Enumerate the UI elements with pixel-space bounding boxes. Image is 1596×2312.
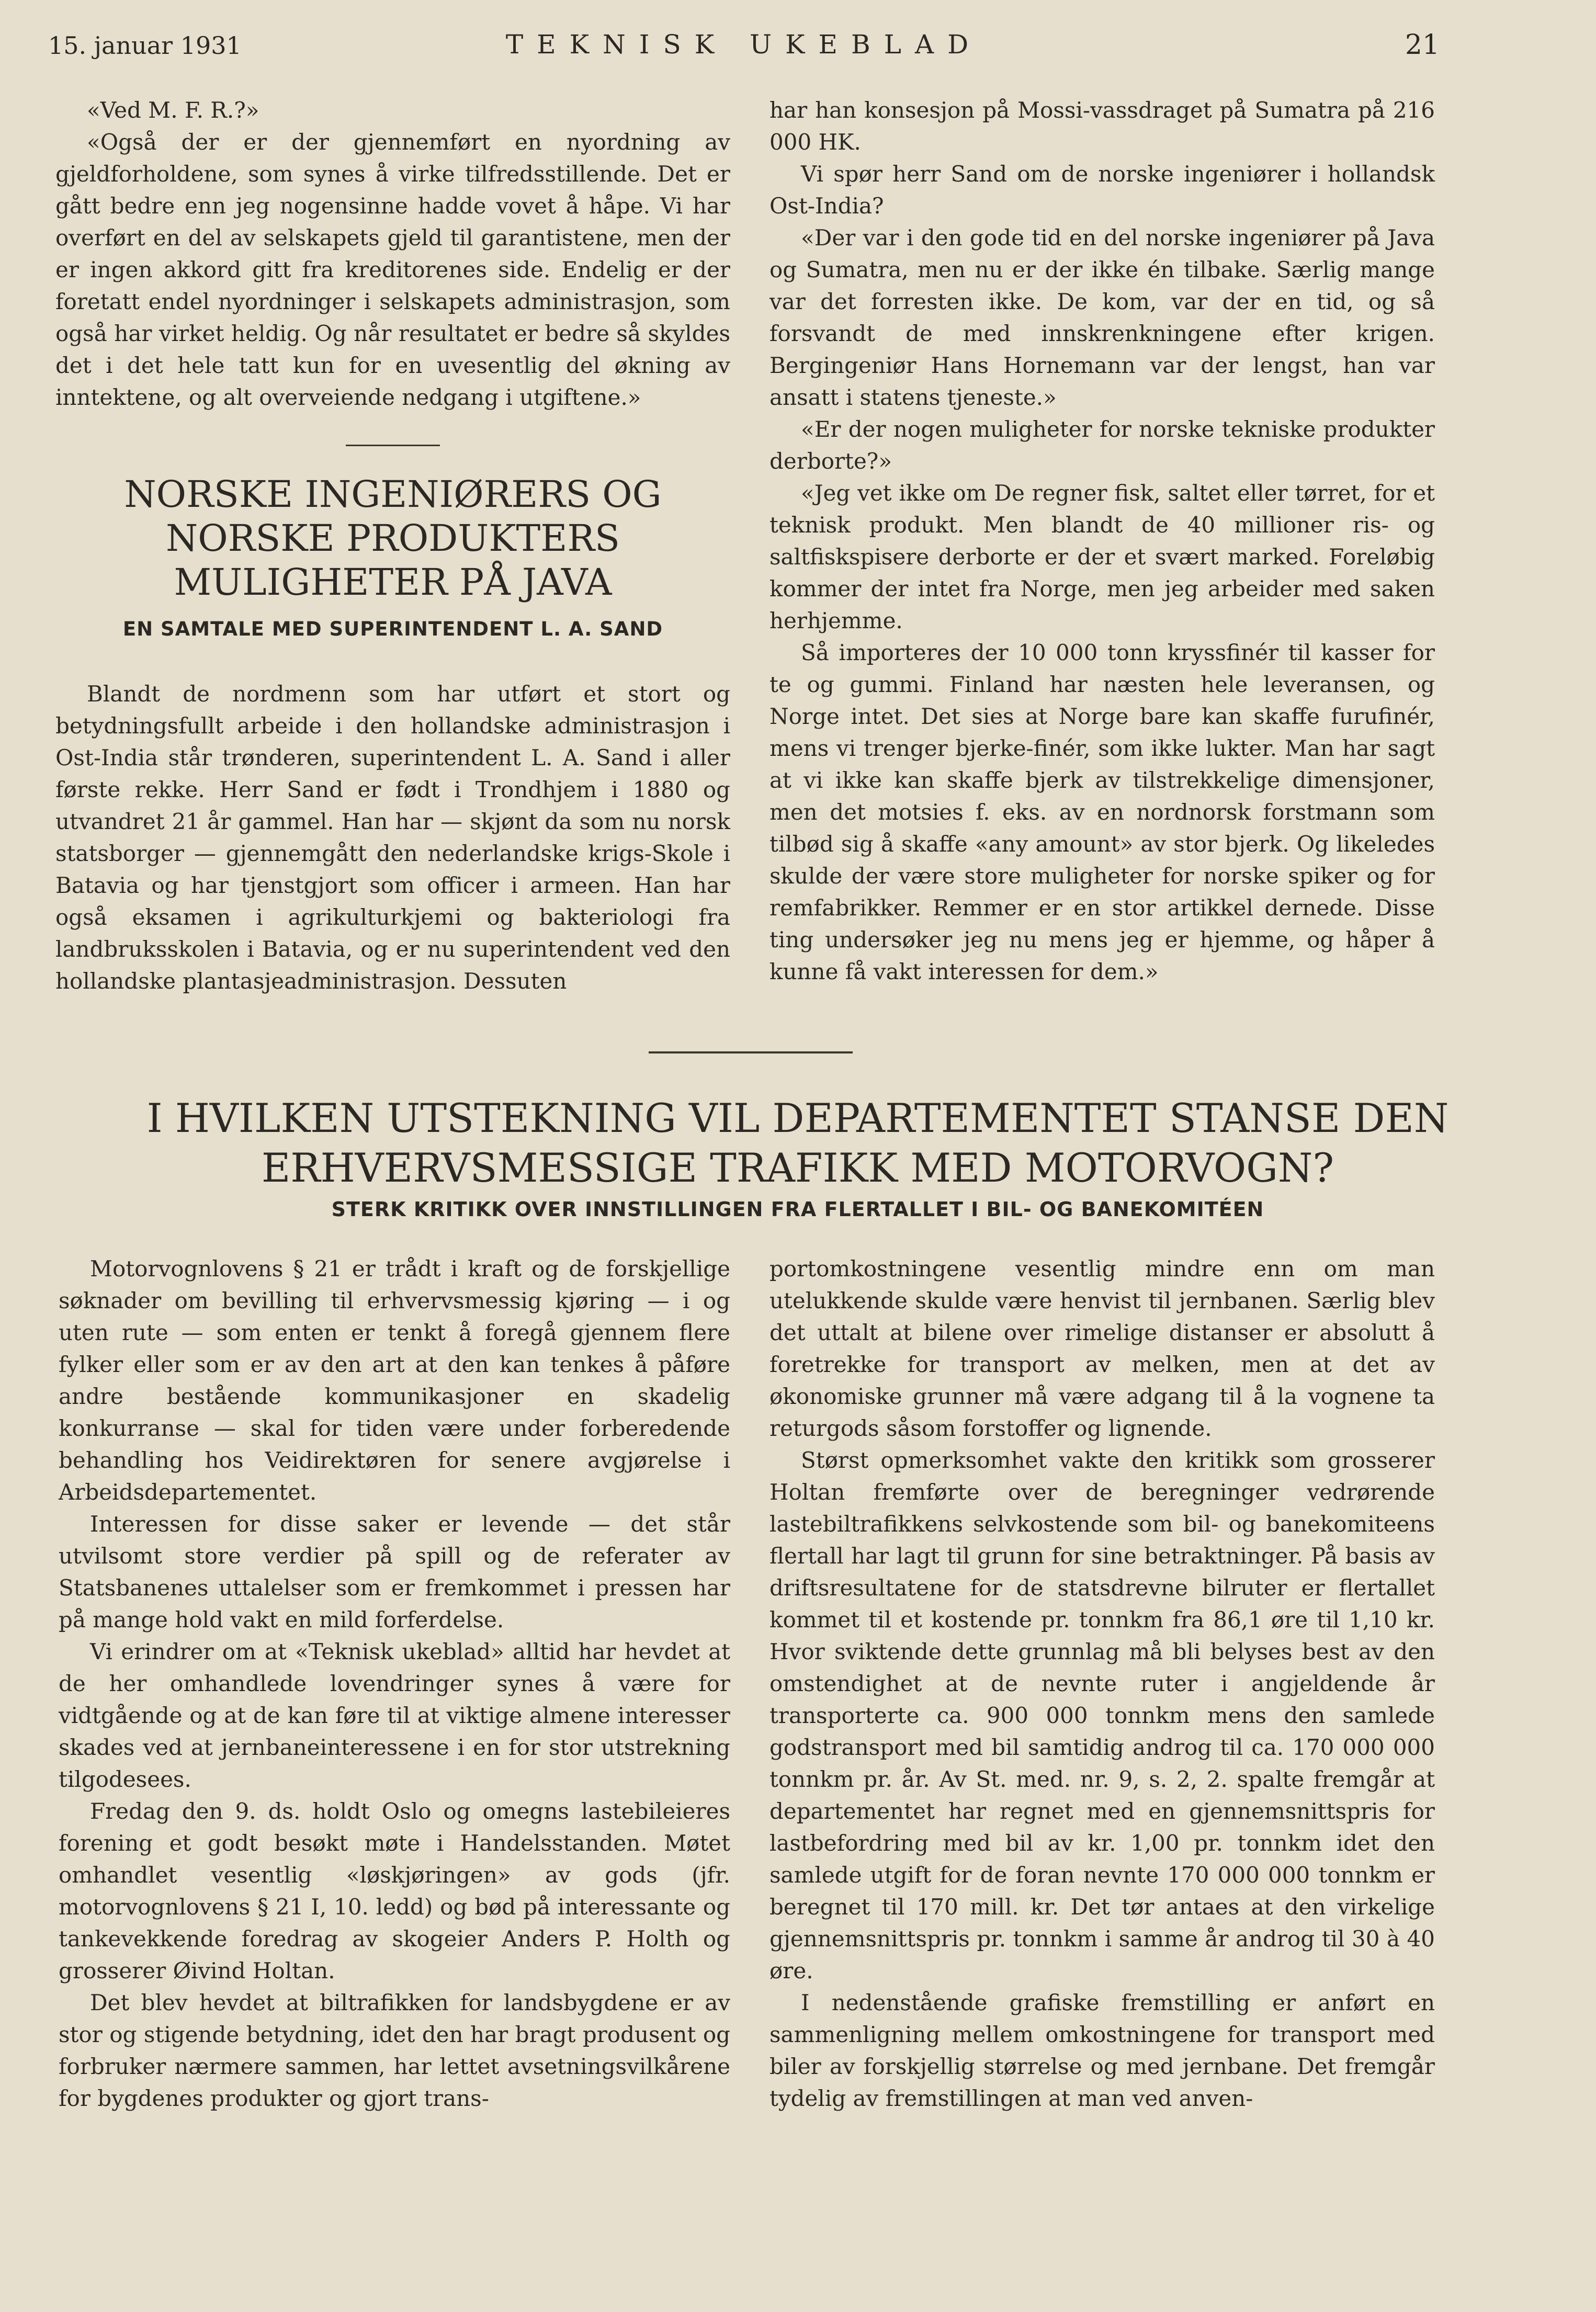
upper-left-column bbox=[55, 94, 730, 997]
article2-paragraph: Motorvognlovens § 21 er trådt i kraft og de forskjellige søknader om bevilling til erhvervsmessig kjøring — i og uten rute — som enten er tenkt å foregå gjennem flere fylker eller som er av den art at den kan tenkes å påføre andre bestående kommunikasjoner en skadelig konkurranse — skal for tiden være under forberedende behandling hos Veidirektøren for senere avgjørelse i Arbeidsdepartementet. bbox=[59, 1256, 730, 1505]
article1-paragraph: Så importeres der 10 000 tonn kryssfinér til kasser for te og gummi. Finland har næsten hele leveransen, og Norge intet. Det sies at Norge bare kan skaffe furufinér, mens vi trenger bjerke-finér, som ikke lukter. Man har sagt at vi ikke kan skaffe bjerk av tilstrekkelige dimensjoner, men det motsies f. eks. av en nordnorsk forstmann som tilbød sig å skaffe «any amount» av stor bjerk. Og likeledes skulde der være store muligheter for norske spiker og for remfabrikker. Remmer er en stor artikkel dernede. Disse ting undersøker jeg nu mens jeg er hjemme, og håper å kunne få vakt interessen for dem.» bbox=[769, 640, 1435, 984]
lower-right-column bbox=[769, 1253, 1435, 2114]
article1-paragraph: «Der var i den gode tid en del norske ingeniører på Java og Sumatra, men nu er der ikke én tilbake. Særlig mange var det forresten ikke. De kom, var der en tid, og så forsvandt de med innskrenkningene efter krigen. Bergingeniør Hans Hornemann var der lengst, han var ansatt i statens tjeneste.» bbox=[769, 225, 1435, 410]
article2-paragraph: Det blev hevdet at biltrafikken for landsbygdene er av stor og stigende betydning, idet den har bragt produsent og forbruker nærmere sammen, har lettet avsetningsvilkårene for bygdenes produkter og gjort trans- bbox=[59, 1990, 730, 2111]
prev-article-paragraph: «Også der er der gjennemført en nyordning av gjeldforholdene, som synes å virke tilfredsstillende. Det er gått bedre enn jeg nogensinne hadde vovet å håpe. Vi har overført en del av selskapets gjeld til garantistene, men der er ingen akkord gitt fra kreditorenes side. Endelig er der foretatt endel nyordninger i selskapets administrasjon, som også har virket heldig. Og når resultatet er bedre så skyldes det i det hele tatt kun for en uvesentlig del økning av inntektene, og alt overveiende nedgang i utgiftene.» bbox=[55, 129, 730, 410]
article2-subheadline: STERK KRITIKK OVER INNSTILLINGEN FRA FLERTALLET I BIL- OG BANEKOMITÉEN bbox=[331, 1198, 1264, 1221]
article2-paragraph: portomkostningene vesentlig mindre enn om man utelukkende skulde være henvist til jernbanen. Særlig blev det uttalt at bilene over rimelige distanser er absolutt å foretrekke for transport av melken, men at det av økonomiske grunner må være adgang til å la vognene ta returgods såsom forstoffer og lignende. bbox=[769, 1256, 1435, 1441]
article2-paragraph: Størst opmerksomhet vakte den kritikk som grosserer Holtan fremførte over de beregninger vedrørende lastebiltrafikkens selvkostende som bil- og banekomiteens flertall har lagt til grunn for sine betraktninger. På basis av driftsresultatene for de statsdrevne bilruter er flertallet kommet til et kostende pr. tonnkm fra 86,1 øre til 1,10 kr. Hvor sviktende dette grunnlag må bli belyses best av den omstendighet at de nevnte ruter i angjeldende år transporterte ca. 900 000 tonnkm mens den samlede godstransport med bil samtidig androg til ca. 170 000 000 tonnkm pr. år. Av St. med. nr. 9, s. 2, 2. spalte fremgår at departementet har regnet med en gjennemsnittspris for lastbefordring med bil av kr. 1,00 pr. tonnkm idet den samlede utgift for de foran nevnte 170 000 000 tonnkm er beregnet til 170 mill. kr. Det tør antaes at den virkelige gjennemsnittspris pr. tonnkm i samme år androg til 30 à 40 øre. bbox=[769, 1447, 1435, 1984]
article1-paragraph: har han konsesjon på Mossi-vassdraget på Sumatra på 216 000 HK. bbox=[769, 97, 1435, 155]
header-date: 15. januar 1931 bbox=[48, 31, 242, 60]
article1-paragraph: Vi spør herr Sand om de norske ingeniører i hollandsk Ost-India? bbox=[769, 161, 1435, 219]
article1-paragraph: Blandt de nordmenn som har utført et stort og betydningsfullt arbeide i den hollandske administrasjon i Ost-India står trønderen, superintendent L. A. Sand i aller første rekke. Herr Sand er født i Trondhjem i 1880 og utvandret 21 år gammel. Han har — skjønt da som nu norsk statsborger — gjennemgått den nederlandske krigs-Skole i Batavia og har tjenstgjort som officer i armeen. Han har også eksamen i agrikulturkjemi og bakteriologi fra landbruksskolen i Batavia, og er nu superintendent ved den hollandske plantasjeadministrasjon. Dessuten bbox=[55, 681, 730, 994]
upper-right-column bbox=[769, 94, 1435, 988]
article2-headline: I HVILKEN UTSTEKNING VIL DEPARTEMENTET STANSE DEN ERHVERVSMESSIGE TRAFIKK MED MOTORVOGN? bbox=[146, 1095, 1449, 1191]
page-header bbox=[48, 25, 1440, 67]
article2-paragraph: I nedenstående grafiske fremstilling er anført en sammenligning mellem omkostningene for transport med biler av forskjellig størrelse og med jernbane. Det fremgår tydelig av fremstillingen at man ved anven- bbox=[769, 1990, 1435, 2111]
article-separator-rule bbox=[649, 1051, 853, 1053]
page-number: 21 bbox=[1405, 29, 1440, 61]
article1-paragraph: «Jeg vet ikke om De regner fisk, saltet eller tørret, for et teknisk produkt. Men blandt de 40 millioner ris- og saltfiskspisere derborte er der et svært marked. Foreløbig kommer der intet fra Norge, men jeg arbeider med saken herhjemme. bbox=[769, 480, 1435, 633]
article2-paragraph: Interessen for disse saker er levende — det står utvilsomt store verdier på spill og de referater av Statsbanenes uttalelser som er fremkommet i pressen har på mange hold vakt en mild forferdelse. bbox=[59, 1511, 730, 1633]
article1-headline: NORSKE INGENIØRERS OG NORSKE PRODUKTERS MULIGHETER PÅ JAVA bbox=[124, 473, 662, 604]
article1-paragraph: «Er der nogen muligheter for norske tekniske produkter derborte?» bbox=[769, 416, 1435, 474]
lower-left-column bbox=[59, 1253, 730, 2114]
article2-paragraph: Vi erindrer om at «Teknisk ukeblad» alltid har hevdet at de her omhandlede lovendringer synes å være for vidtgående og at de kan føre til at viktige almene interesser skades ved at jernbaneinteressene i en for stor utstrekning tilgodesees. bbox=[59, 1639, 730, 1792]
short-separator-rule bbox=[346, 445, 440, 446]
prev-article-paragraph: «Ved M. F. R.?» bbox=[87, 97, 259, 123]
article2-paragraph: Fredag den 9. ds. holdt Oslo og omegns lastebileieres forening et godt besøkt møte i Handelsstanden. Møtet omhandlet vesentlig «løskjøringen» av gods (jfr. motorvognlovens § 21 I, 10. ledd) og bød på interessante og tankevekkende foredrag av skogeier Anders P. Holth og grosserer Øivind Holtan. bbox=[59, 1798, 730, 1984]
journal-title: TEKNISK UKEBLAD bbox=[505, 29, 982, 60]
article1-subheadline: EN SAMTALE MED SUPERINTENDENT L. A. SAND bbox=[122, 618, 663, 640]
